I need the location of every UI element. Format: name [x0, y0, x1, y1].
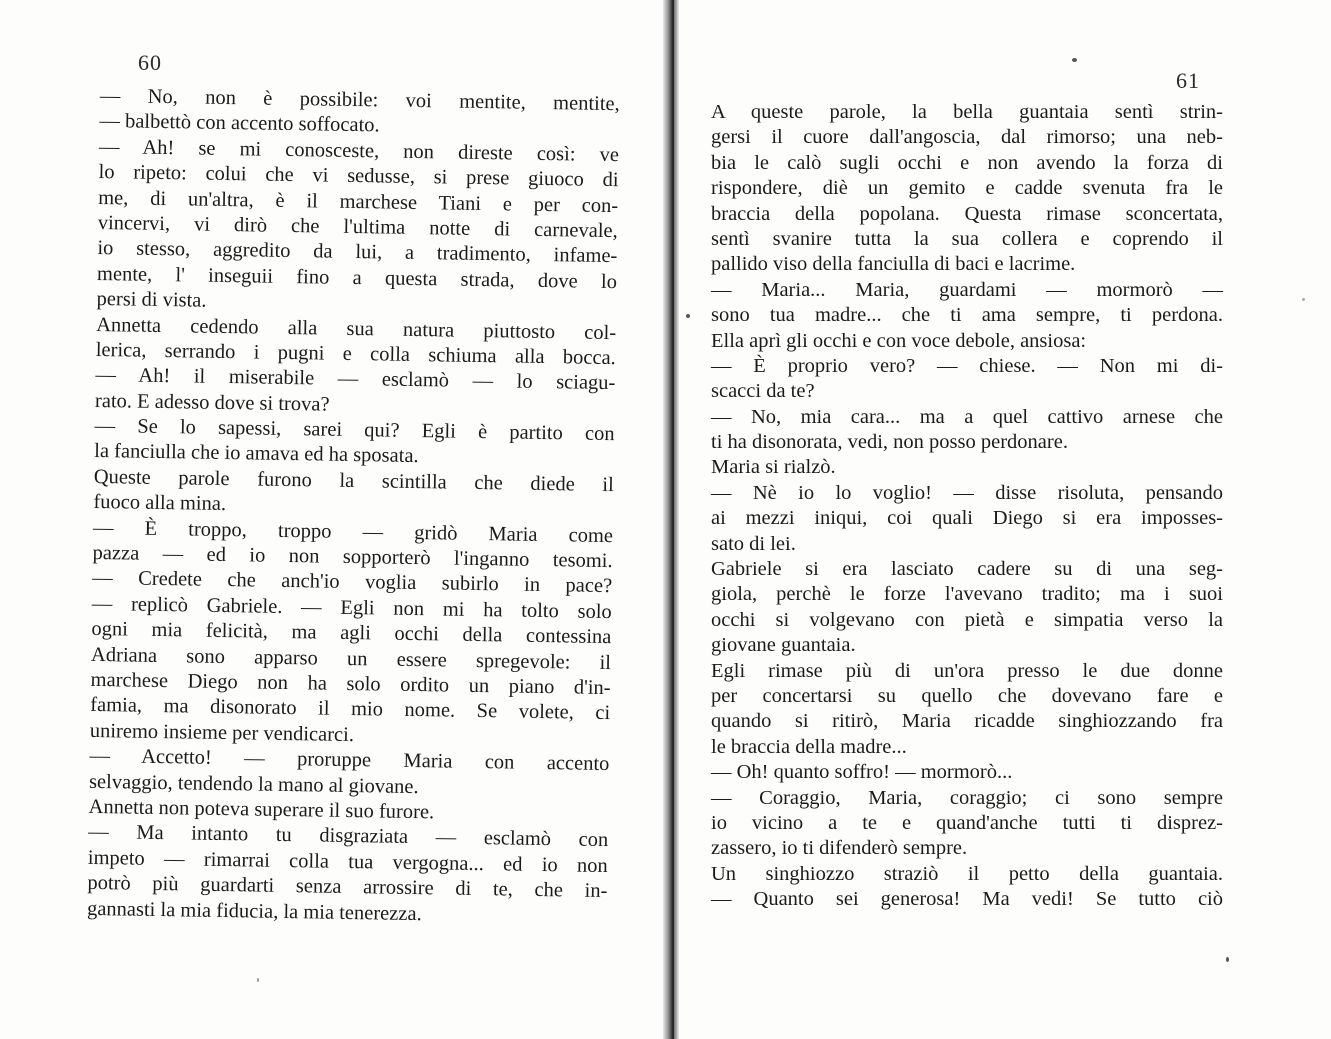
text-line: — No, non è possibile: voi mentite, mentite, — [99, 84, 620, 116]
text-line: famia, ma disonorato il mio nome. Se volete, ci — [90, 694, 611, 725]
text-line: — replicò Gabriele. — Egli non mi ha tolto solo — [91, 592, 612, 623]
text-line: — Ma intanto tu disgraziata — esclamò con — [88, 821, 609, 852]
text-line: me, di un'altra, è il marchese Tiani e per con- — [98, 186, 619, 217]
text-line: persi di vista. — [96, 288, 207, 312]
paper-speck — [1226, 957, 1229, 962]
text-line: impeto — rimarrai colla tua vergogna... ed io non — [87, 846, 608, 877]
paper-speck — [1302, 298, 1305, 301]
text-line: la fanciulla che io amava ed ha sposata. — [94, 440, 419, 468]
text-line: vincervi, vi dirò che l'ultima notte di carnevale, — [97, 211, 618, 243]
text-line: ai mezzi iniqui, coi quali Diego si era imposses- — [711, 507, 1223, 530]
text-line: giola, perchè le forze l'avevano tradito; ma i suoi — [711, 583, 1223, 606]
text-line: io vicino a te e quand'anche tutti ti disprez- — [711, 811, 1223, 834]
text-line: per concertarsi su quello che dovevano fare e — [711, 684, 1223, 707]
paper-speck — [1072, 58, 1077, 62]
text-line: gersi il cuore dall'angoscia, dal rimorso; una neb- — [711, 126, 1223, 149]
left-page-text — [87, 84, 620, 930]
text-line: — Se lo sapessi, sarei qui? Egli è partito con — [94, 415, 615, 446]
text-line: ogni mia felicità, ma agli occhi della contessina — [91, 618, 612, 649]
text-line: — Ah! se mi conosceste, non direste così: ve — [98, 135, 620, 166]
paper-speck — [257, 978, 259, 982]
text-line: braccia della popolana. Questa rimase sconcertata, — [711, 202, 1223, 225]
text-line: le braccia della madre... — [711, 735, 907, 758]
text-line: occhi si volgevano con pietà e simpatia verso la — [711, 608, 1223, 631]
text-line: bia le calò sugli occhi e non avendo la forza di — [711, 151, 1223, 174]
text-line: lerica, serrando i pugni e colla schiuma alla bocca. — [95, 338, 616, 370]
text-line: pallido viso della fanciulla di baci e lacrime. — [711, 253, 1076, 276]
right-page — [679, 0, 1331, 1039]
page-number-right: 61 — [1176, 68, 1200, 93]
text-line: — Coraggio, Maria, coraggio; ci sono sempre — [711, 786, 1223, 809]
text-line: Maria si rialzò. — [711, 456, 836, 479]
book-gutter — [663, 0, 679, 1039]
text-line: zassero, io ti difenderò sempre. — [711, 837, 968, 860]
text-line: rato. E adesso dove si trova? — [94, 389, 330, 416]
text-line: — Oh! quanto soffro! — mormorò... — [711, 761, 1013, 784]
text-line: Un singhiozzo straziò il petto della guantaia. — [711, 862, 1223, 885]
gutter-fold-line — [672, 0, 674, 1039]
text-line: uniremo insieme per vendicarci. — [89, 719, 355, 746]
text-line: gannasti la mia fiducia, la mia tenerezza. — [86, 897, 422, 925]
text-line: quando si ritirò, Maria ricadde singhiozzando fra — [711, 710, 1223, 733]
text-line: — È troppo, troppo — gridò Maria come — [92, 516, 614, 547]
text-line: — È proprio vero? — chiese. — Non mi di- — [711, 354, 1223, 377]
text-line: Queste parole furono la scintilla che diede il — [93, 465, 614, 496]
text-line: selvaggio, tendendo la mano al giovane. — [88, 770, 419, 798]
text-line: — No, mia cara... ma a quel cattivo arnese che — [711, 405, 1223, 428]
text-line: Adriana sono apparso un essere spregevole: il — [90, 643, 612, 674]
text-line: ti ha disonorata, vedi, non posso perdonare. — [711, 431, 1068, 454]
text-line: sono tua madre... che ti ama sempre, ti perdona. — [711, 304, 1223, 327]
left-page — [0, 0, 663, 1039]
text-line: — Nè io lo voglio! — disse risoluta, pensando — [711, 481, 1223, 504]
text-line: — balbettò con accento soffocato. — [99, 110, 380, 137]
text-line: mente, l' inseguii fino a questa strada, dove lo — [96, 262, 618, 293]
text-line: — Maria... Maria, guardami — mormorò — — [711, 278, 1223, 301]
text-line: scacci da te? — [711, 380, 815, 403]
text-line: io stesso, aggredito da lui, a tradimento, infame- — [97, 237, 618, 268]
text-line: giovane guantaia. — [711, 634, 856, 657]
text-line: — Quanto sei generosa! Ma vedi! Se tutto ciò — [711, 888, 1223, 911]
text-line: fuoco alla mina. — [93, 491, 227, 516]
text-line: marchese Diego non ha solo ordito un piano d'in- — [90, 668, 611, 700]
text-line: — Ah! il miserabile — esclamò — lo sciagu- — [95, 364, 616, 395]
paper-speck — [686, 314, 690, 318]
text-line: potrò più guardarti senza arrossire di te, che in- — [87, 872, 608, 903]
text-line: Ella aprì gli occhi e con voce debole, ansiosa: — [711, 329, 1087, 352]
text-line: sato di lei. — [711, 532, 796, 555]
text-line: Annetta non poteva superare il suo furore. — [88, 795, 435, 824]
text-line: Gabriele si era lasciato cadere su di una seg- — [711, 558, 1223, 581]
text-line: lo ripeto: colui che vi sedusse, si prese giuoco di — [98, 161, 619, 192]
text-line: pazza — ed io non sopporterò l'inganno tesomi. — [92, 541, 613, 573]
text-line: — Credete che anch'io voglia subirlo in pace? — [92, 567, 613, 598]
text-line: sentì svanire tutta la sua collera e coprendo il — [711, 227, 1223, 250]
text-line: A queste parole, la bella guantaia sentì strin- — [711, 101, 1223, 123]
text-line: Annetta cedendo alla sua natura piuttosto col- — [96, 313, 617, 344]
text-line: Egli rimase più di un'ora presso le due donne — [711, 659, 1223, 682]
text-line: — Accetto! — proruppe Maria con accento — [89, 745, 610, 776]
page-number-left: 60 — [138, 50, 162, 75]
text-line: rispondere, diè un gemito e cadde svenuta fra le — [711, 177, 1223, 200]
right-page-text — [711, 100, 1223, 913]
